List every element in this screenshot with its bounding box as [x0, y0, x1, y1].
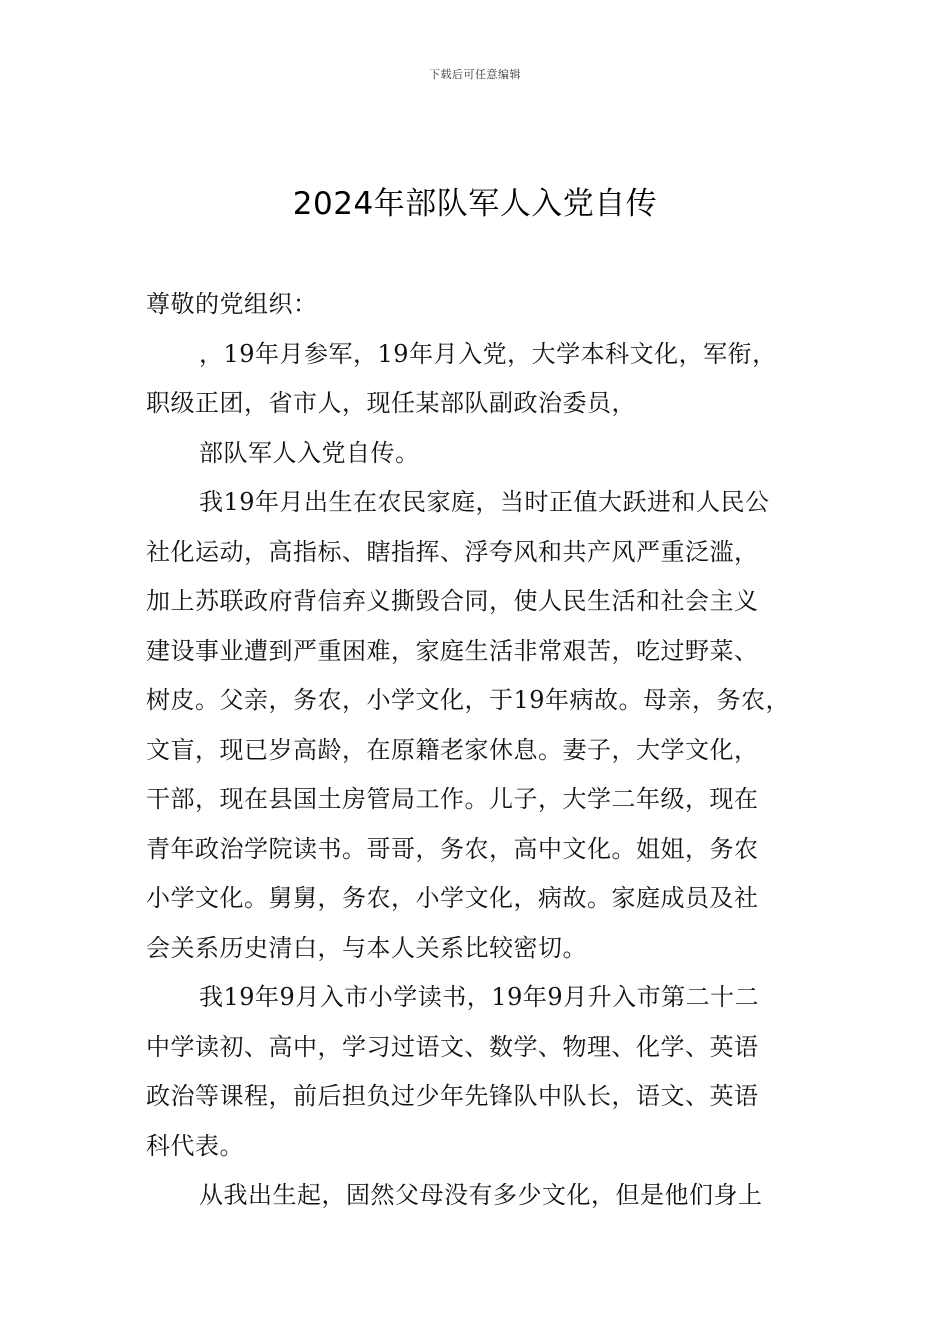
paragraph-line: 我19年月出生在农民家庭，当时正值大跃进和人民公	[199, 488, 770, 516]
paragraph-line: 小学文化。舅舅，务农，小学文化，病故。家庭成员及社	[146, 884, 759, 912]
paragraph-line: 加上苏联政府背信弃义撕毁合同，使人民生活和社会主义	[146, 587, 759, 615]
header-note: 下载后可任意编辑	[429, 68, 521, 81]
paragraph-line: ，19年月参军，19年月入党，大学本科文化，军衔，	[199, 339, 777, 368]
paragraph-line: 科代表。	[146, 1131, 244, 1160]
paragraph-line: 政治等课程，前后担负过少年先锋队中队长，语文、英语	[146, 1082, 759, 1110]
paragraph-line: 会关系历史清白，与本人关系比较密切。	[146, 933, 587, 962]
paragraph-line: 青年政治学院读书。哥哥，务农，高中文化。姐姐，务农	[146, 834, 759, 863]
paragraph-line: 文盲，现已岁高龄，在原籍老家休息。妻子，大学文化，	[146, 735, 759, 764]
paragraph-line: 从我出生起，固然父母没有多少文化，但是他们身上	[199, 1181, 763, 1209]
paragraph-line: 树皮。父亲，务农，小学文化，于19年病故。母亲，务农，	[146, 686, 791, 714]
paragraph-line: 建设事业遭到严重困难，家庭生活非常艰苦，吃过野菜、	[146, 636, 759, 665]
paragraph-line: 部队军人入党自传。	[199, 438, 420, 467]
paragraph-line: 干部，现在县国土房管局工作。儿子，大学二年级，现在	[146, 785, 759, 813]
document-body	[146, 280, 818, 1221]
paragraph-line: 职级正团，省市人，现任某部队副政治委员，	[146, 389, 636, 417]
paragraph-line: 我19年9月入市小学读书，19年9月升入市第二十二	[199, 983, 760, 1011]
paragraph-line: 中学读初、高中，学习过语文、数学、物理、化学、英语	[146, 1032, 759, 1061]
document-title: 2024年部队军人入党自传	[292, 186, 658, 222]
salutation-line: 尊敬的党组织：	[146, 290, 318, 318]
paragraph-line: 社化运动，高指标、瞎指挥、浮夸风和共产风严重泛滥，	[146, 537, 759, 566]
